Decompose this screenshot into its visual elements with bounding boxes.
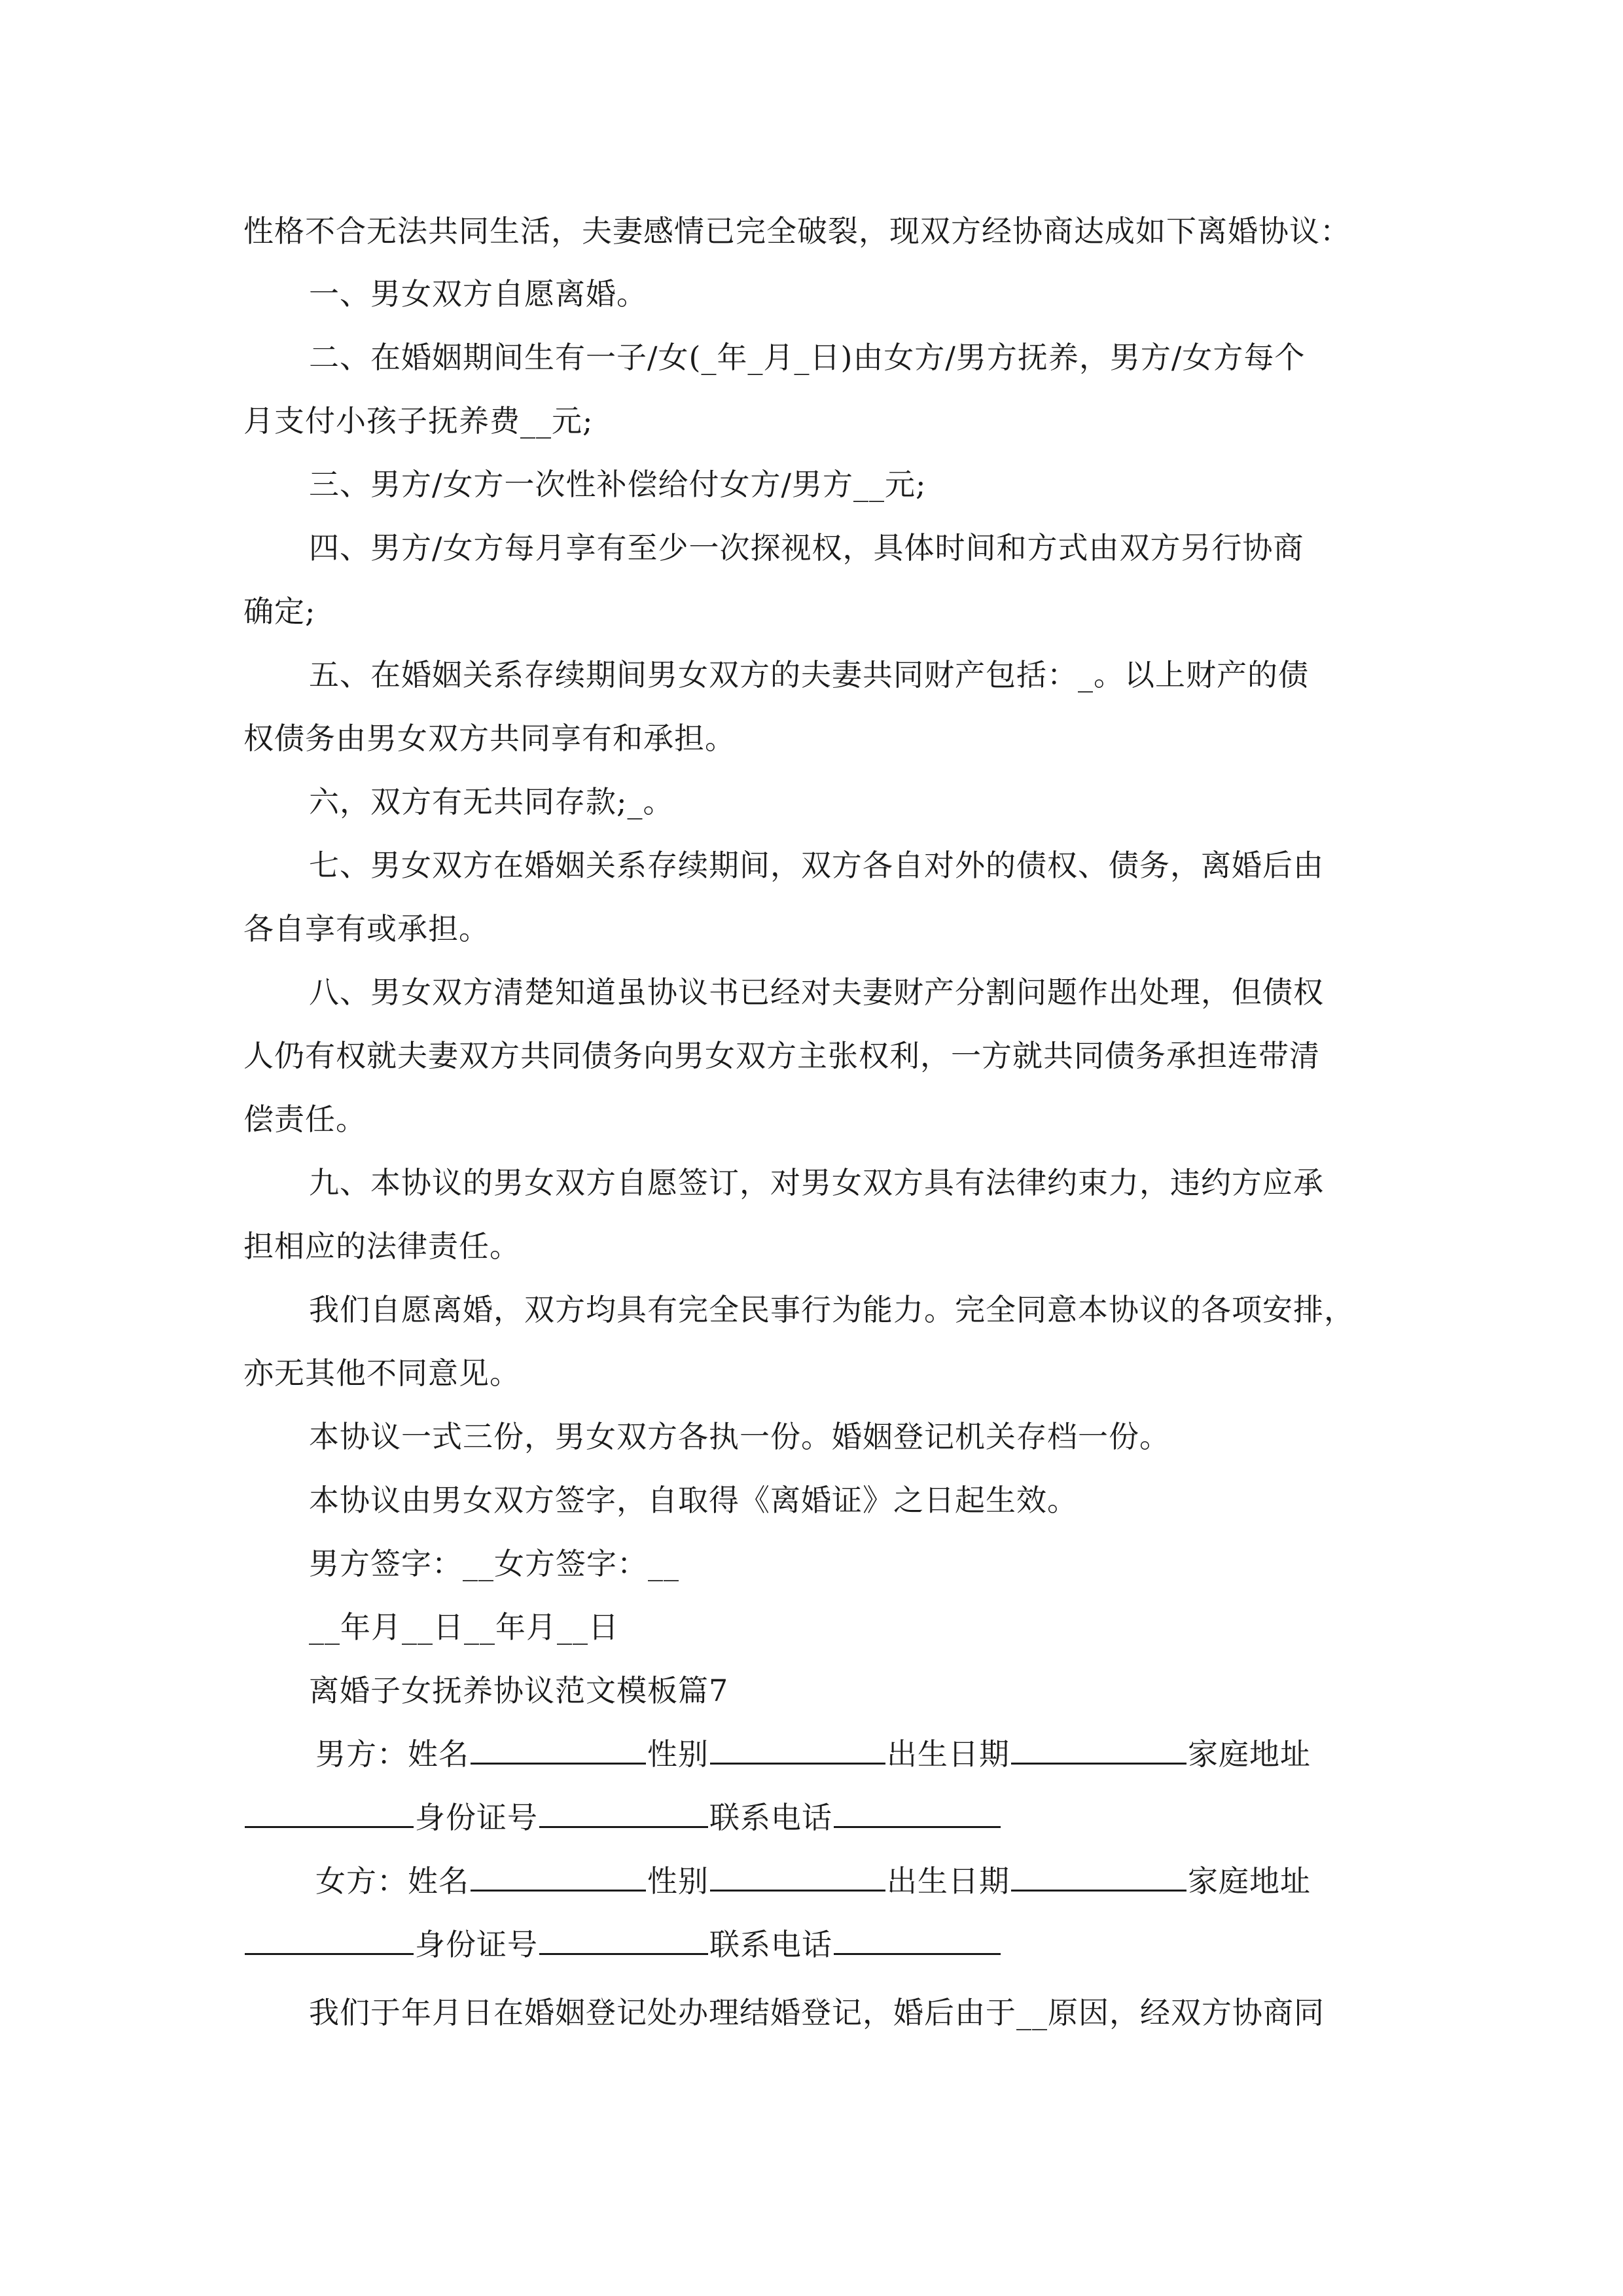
clause-3: 三、男方/女方一次性补偿给付女方/男方__元; [309,467,927,502]
man-label: 男方： [315,1736,408,1772]
address-label: 家庭地址 [1188,1736,1311,1772]
text-line: 权债务由男女双方共同享有和承担。 [243,721,736,756]
gender-label: 性别 [647,1736,709,1772]
clause-2: 二、在婚姻期间生有一子/女(_年_月_日)由女方/男方抚养，男方/女方每个 [309,340,1306,375]
clause-9: 九、本协议的男女双方自愿签订，对男女双方具有法律约束力，违约方应承 [309,1165,1324,1200]
woman-info-row [315,1850,1311,1913]
text-line: 担相应的法律责任。 [243,1229,520,1264]
birth-label: 出生日期 [887,1863,1010,1899]
man-info-row [315,1723,1311,1786]
text-line: 人仍有权就夫妻双方共同债务向男女双方主张权利，一方就共同债务承担连带清 [243,1038,1320,1073]
text-line: 性格不合无法共同生活，夫妻感情已完全破裂，现双方经协商达成如下离婚协议： [243,213,1351,249]
clause-7: 七、男女双方在婚姻关系存续期间，双方各自对外的债权、债务，离婚后由 [309,848,1324,883]
gender-label: 性别 [647,1863,709,1899]
clause-4: 四、男方/女方每月享有至少一次探视权，具体时间和方式由双方另行协商 [309,530,1304,565]
gender-blank [710,1856,885,1892]
text-line: 确定; [243,594,316,629]
declaration: 我们自愿离婚，双方均具有完全民事行为能力。完全同意本协议的各项安排， [309,1292,1355,1327]
phone-blank [834,1792,1001,1828]
woman-info-row-2 [243,1913,1002,1977]
woman-label: 女方： [315,1863,408,1899]
clause-6: 六，双方有无共同存款;_。 [309,784,674,819]
section-title: 离婚子女抚养协议范文模板篇7 [309,1673,729,1708]
man-info-row-2 [243,1786,1002,1850]
phone-label: 联系电话 [709,1800,832,1835]
birth-blank [1011,1856,1186,1892]
name-label: 姓名 [408,1736,469,1772]
phone-label: 联系电话 [709,1927,832,1962]
phone-blank [834,1919,1001,1955]
birth-label: 出生日期 [887,1736,1010,1772]
id-label: 身份证号 [415,1800,538,1835]
name-blank [471,1856,646,1892]
address-blank [245,1919,414,1955]
id-blank [539,1919,708,1955]
text-line: 偿责任。 [243,1102,366,1137]
text-line: 亦无其他不同意见。 [243,1355,520,1391]
text-line: 各自享有或承担。 [243,911,490,946]
gender-blank [710,1729,885,1765]
id-blank [539,1792,708,1828]
birth-blank [1011,1729,1186,1765]
clause-5: 五、在婚姻关系存续期间男女双方的夫妻共同财产包括：_。以上财产的债 [309,657,1309,692]
copies-note: 本协议一式三份，男女双方各执一份。婚姻登记机关存档一份。 [309,1419,1170,1454]
address-label: 家庭地址 [1188,1863,1311,1899]
name-blank [471,1729,646,1765]
marriage-statement: 我们于年月日在婚姻登记处办理结婚登记，婚后由于__原因，经双方协商同 [309,1995,1325,2030]
id-label: 身份证号 [415,1927,538,1962]
clause-1: 一、男女双方自愿离婚。 [309,276,647,312]
address-blank [245,1792,414,1828]
date-line: __年月__日__年月__日 [309,1609,619,1645]
text-line: 月支付小孩子抚养费__元; [243,403,594,439]
name-label: 姓名 [408,1863,469,1899]
signature-line: 男方签字：__女方签字：__ [309,1546,679,1581]
effective-note: 本协议由男女双方签字，自取得《离婚证》之日起生效。 [309,1482,1078,1518]
clause-8: 八、男女双方清楚知道虽协议书已经对夫妻财产分割问题作出处理，但债权 [309,975,1324,1010]
